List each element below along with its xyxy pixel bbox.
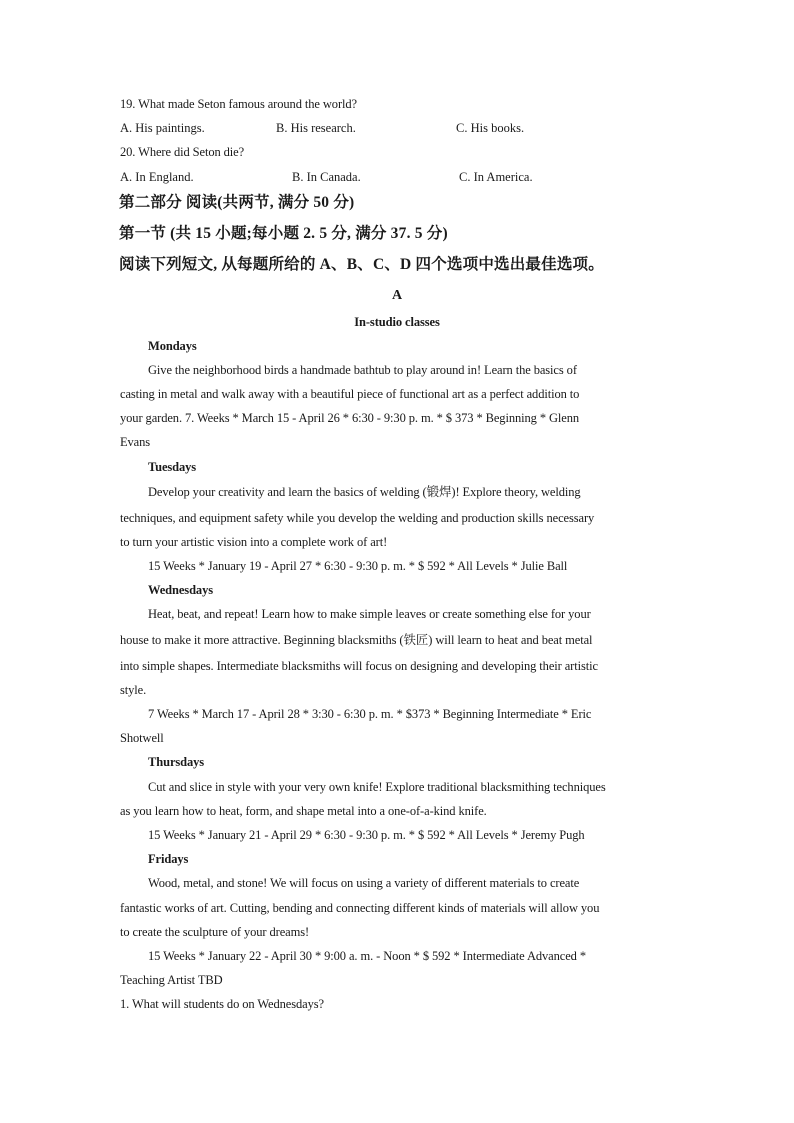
thursdays-line-2: as you learn how to heat, form, and shape metal into a one-of-a-kind knife. — [120, 804, 487, 818]
tuesdays-schedule: 15 Weeks * January 19 - April 27 * 6:30 - 9:30 p. m. * $ 592 * All Levels * Julie Ball — [148, 559, 568, 573]
tuesdays-line-2: techniques, and equipment safety while you develop the welding and production skills necessary — [120, 511, 595, 525]
day-heading-thursdays: Thursdays — [148, 755, 205, 769]
instruction-text: 阅读下列短文, 从每题所给的 A、B、C、D 四个选项中选出最佳选项。 — [119, 256, 604, 273]
fridays-line-2: fantastic works of art. Cutting, bending and connecting different kinds of materials will allow you — [120, 901, 600, 915]
question-19-stem: 19. What made Seton famous around the world? — [120, 97, 357, 111]
fridays-schedule-line-2: Teaching Artist TBD — [120, 973, 223, 987]
thursdays-schedule: 15 Weeks * January 21 - April 29 * 6:30 - 9:30 p. m. * $ 592 * All Levels * Jeremy Pugh — [148, 828, 585, 842]
mondays-line-2: casting in metal and walk away with a beautiful piece of functional art as a perfect addition to — [120, 387, 580, 401]
passage-letter: A — [391, 288, 402, 303]
fridays-line-1: Wood, metal, and stone! We will focus on using a variety of different materials to create — [148, 876, 580, 890]
day-heading-tuesdays: Tuesdays — [148, 460, 197, 474]
wednesdays-line-1: Heat, beat, and repeat! Learn how to make simple leaves or create something else for your — [148, 607, 591, 621]
tuesdays-line-1: Develop your creativity and learn the basics of welding (锻焊)! Explore theory, welding — [148, 485, 581, 499]
tuesdays-line-3: to turn your artistic vision into a complete work of art! — [120, 535, 388, 549]
mondays-line-3: your garden. 7. Weeks * March 15 - April 26 * 6:30 - 9:30 p. m. * $ 373 * Beginning * Glenn — [120, 411, 580, 425]
wednesdays-schedule-line-2: Shotwell — [120, 731, 164, 745]
question-1-stem: 1. What will students do on Wednesdays? — [120, 997, 324, 1011]
question-19-option-a: A. His paintings. — [120, 121, 205, 135]
wednesdays-line-4: style. — [120, 683, 147, 697]
question-19-option-b: B. His research. — [276, 121, 356, 135]
subsection-title: 第一节 (共 15 小题;每小题 2. 5 分, 满分 37. 5 分) — [119, 225, 448, 242]
fridays-schedule-line-1: 15 Weeks * January 22 - April 30 * 9:00 a. m. - Noon * $ 592 * Intermediate Advanced * — [148, 949, 586, 963]
day-heading-fridays: Fridays — [148, 852, 189, 866]
wednesdays-line-2: house to make it more attractive. Beginning blacksmiths (铁匠) will learn to heat and beat metal — [120, 633, 593, 647]
day-heading-wednesdays: Wednesdays — [148, 583, 213, 597]
question-20-stem: 20. Where did Seton die? — [120, 145, 245, 159]
question-20-option-a: A. In England. — [120, 170, 194, 184]
question-19-option-c: C. His books. — [456, 121, 525, 135]
question-20-option-b: B. In Canada. — [292, 170, 361, 184]
thursdays-line-1: Cut and slice in style with your very own knife! Explore traditional blacksmithing techniques — [148, 780, 606, 794]
part-title: 第二部分 阅读(共两节, 满分 50 分) — [119, 194, 355, 211]
wednesdays-line-3: into simple shapes. Intermediate blacksmiths will focus on designing and developing their artistic — [120, 659, 598, 673]
question-20-option-c: C. In America. — [459, 170, 533, 184]
passage-title: In-studio classes — [354, 315, 440, 329]
mondays-line-4: Evans — [120, 435, 151, 449]
day-heading-mondays: Mondays — [148, 339, 197, 353]
wednesdays-schedule-line-1: 7 Weeks * March 17 - April 28 * 3:30 - 6:30 p. m. * $373 * Beginning Intermediate * Eric — [148, 707, 592, 721]
mondays-line-1: Give the neighborhood birds a handmade bathtub to play around in! Learn the basics of — [148, 363, 577, 377]
fridays-line-3: to create the sculpture of your dreams! — [120, 925, 310, 939]
